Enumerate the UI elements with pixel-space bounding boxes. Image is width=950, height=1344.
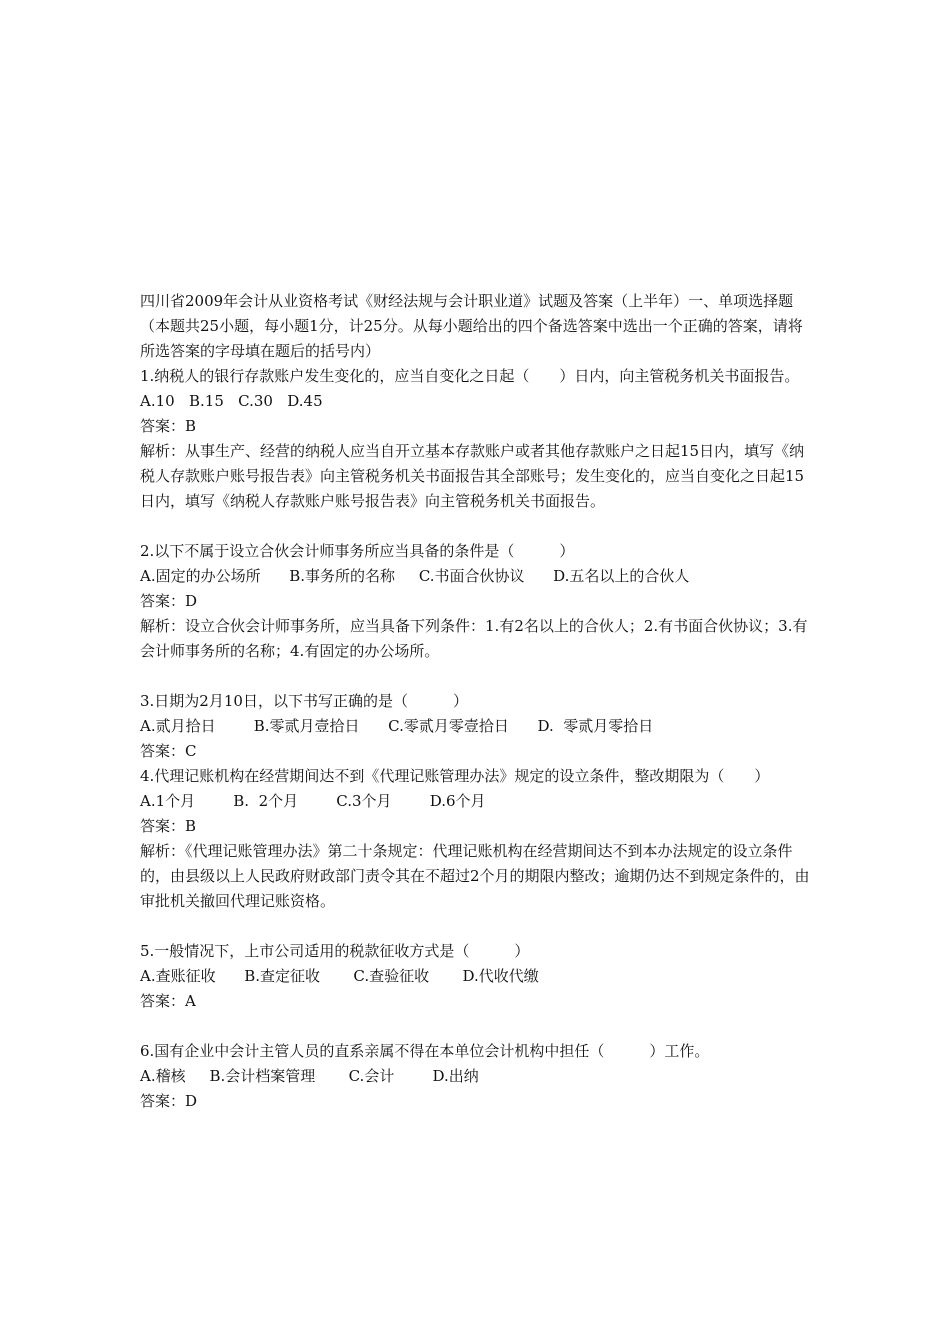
- question-options: A.10 B.15 C.30 D.45: [140, 392, 323, 410]
- question-2: [140, 539, 816, 664]
- question-answer: 答案：D: [140, 592, 198, 610]
- document-intro: 四川省2009年会计从业资格考试《财经法规与会计职业道》试题及答案（上半年）一、单项选择题（本题共25小题，每小题1分，计25分。从每小题给出的四个备选答案中选出一个正确的答案，请将所选答案的字母填在题后的括号内）: [140, 292, 803, 360]
- question-analysis: 解析：《代理记账管理办法》第二十条规定：代理记账机构在经营期间达不到本办法规定的设立条件的，由县级以上人民政府财政部门责令其在不超过2个月的期限内整改；逾期仍达不到规定条件的，由审批机关撤回代理记账资格。: [140, 842, 810, 910]
- question-3: [140, 689, 816, 764]
- question-answer: 答案：A: [140, 992, 196, 1010]
- question-6: [140, 1039, 816, 1114]
- question-answer: 答案：B: [140, 817, 197, 835]
- question-options: A.贰月拾日 B.零贰月壹拾日 C.零贰月零壹拾日 D. 零贰月零拾日: [140, 717, 654, 735]
- question-options: A.稽核 B.会计档案管理 C.会计 D.出纳: [140, 1067, 479, 1085]
- question-1: [140, 364, 816, 514]
- question-stem: 4.代理记账机构在经营期间达不到《代理记账管理办法》规定的设立条件，整改期限为（ ）: [140, 767, 770, 785]
- question-options: A.1个月 B. 2个月 C.3个月 D.6个月: [140, 792, 486, 810]
- document-page: [140, 289, 816, 1114]
- question-options: A.查账征收 B.查定征收 C.查验征收 D.代收代缴: [140, 967, 539, 985]
- question-analysis: 解析：设立合伙会计师事务所，应当具备下列条件：1.有2名以上的合伙人；2.有书面合伙协议；3.有会计师事务所的名称；4.有固定的办公场所。: [140, 617, 808, 660]
- question-answer: 答案：B: [140, 417, 197, 435]
- question-stem: 2.以下不属于设立合伙会计师事务所应当具备的条件是（ ）: [140, 542, 575, 560]
- question-5: [140, 939, 816, 1014]
- question-stem: 3.日期为2月10日，以下书写正确的是（ ）: [140, 692, 468, 710]
- question-stem: 1.纳税人的银行存款账户发生变化的，应当自变化之日起（ ）日内，向主管税务机关书面报告。: [140, 367, 800, 385]
- question-4: [140, 764, 816, 914]
- question-stem: 6.国有企业中会计主管人员的直系亲属不得在本单位会计机构中担任（ ）工作。: [140, 1042, 710, 1060]
- question-stem: 5.一般情况下，上市公司适用的税款征收方式是（ ）: [140, 942, 530, 960]
- question-answer: 答案：D: [140, 1092, 198, 1110]
- question-options: A.固定的办公场所 B.事务所的名称 C.书面合伙协议 D.五名以上的合伙人: [140, 567, 690, 585]
- question-analysis: 解析：从事生产、经营的纳税人应当自开立基本存款账户或者其他存款账户之日起15日内，填写《纳税人存款账户账号报告表》向主管税务机关书面报告其全部账号；发生变化的，应当自变化之日起15日内，填写《纳税人存款账户账号报告表》向主管税务机关书面报告。: [140, 442, 805, 510]
- question-answer: 答案：C: [140, 742, 197, 760]
